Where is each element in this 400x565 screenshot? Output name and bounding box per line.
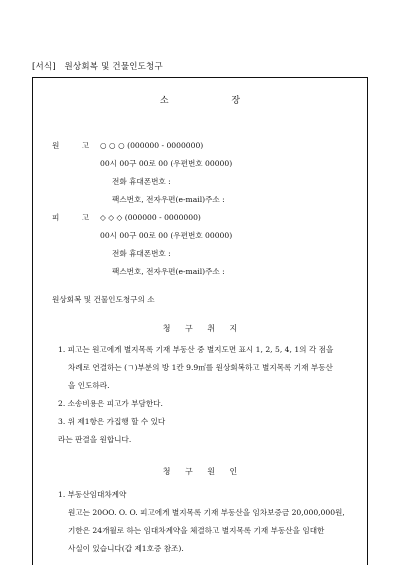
claim-purpose-heading: 청 구 취 지 xyxy=(162,324,244,333)
plaintiff-name: ○ ○ ○ (000000 - 0000000) xyxy=(100,141,204,150)
claim-purpose-line: 을 인도하라. xyxy=(68,381,110,390)
claim-purpose-line: 차례로 연결하는 (ㄱ)부분의 방 1칸 9.9㎡를 원상회복하고 별지목록 기재 부동산 xyxy=(68,363,333,372)
plaintiff-fax-email: 팩스번호, 전자우편(e-mail)주소 : xyxy=(112,195,225,204)
claim-cause-line: 기한은 24개월로 하는 임대차계약을 체결하고 별지목록 기재 부동산을 임대한 xyxy=(68,526,325,535)
plaintiff-role: 원 고 xyxy=(52,141,100,150)
document-label: [서식] 원상회복 및 건물인도청구 xyxy=(32,62,163,72)
document-title: 소 장 xyxy=(159,96,271,106)
claim-purpose-line: 라는 판결을 원합니다. xyxy=(58,435,132,444)
defendant-address: 00시 00구 00로 00 (우편번호 00000) xyxy=(100,231,233,240)
claim-cause-line: 1. 부동산임대차계약 xyxy=(58,490,127,499)
plaintiff-phone: 전화 휴대폰번호 : xyxy=(112,177,171,186)
defendant-fax-email: 팩스번호, 전자우편(e-mail)주소 : xyxy=(112,267,225,276)
claim-purpose-line: 3. 위 제1항은 가집행 할 수 있다 xyxy=(58,417,166,426)
claim-cause-line: 사실이 있습니다(갑 제1호증 참조). xyxy=(68,544,184,553)
claim-purpose-line: 1. 피고는 원고에게 별지목록 기재 부동산 중 별지도면 표시 1, 2, 5, 4, 1의 각 점을 xyxy=(58,345,334,354)
defendant-name: ◇ ◇ ◇ (000000 - 0000000) xyxy=(100,213,201,222)
defendant-phone: 전화 휴대폰번호 : xyxy=(112,249,171,258)
plaintiff-address: 00시 00구 00로 00 (우편번호 00000) xyxy=(100,159,233,168)
claim-cause-heading: 청 구 원 인 xyxy=(162,467,244,476)
claim-purpose-line: 2. 소송비용은 피고가 부담한다. xyxy=(58,399,163,408)
defendant-role: 피 고 xyxy=(52,213,100,222)
case-name: 원상회복 및 건물인도청구의 소 xyxy=(52,295,155,304)
claim-cause-line: 원고는 20OO. O. O. 피고에게 별지목록 기재 부동산을 임차보증금 20,000,000원, xyxy=(68,508,345,517)
